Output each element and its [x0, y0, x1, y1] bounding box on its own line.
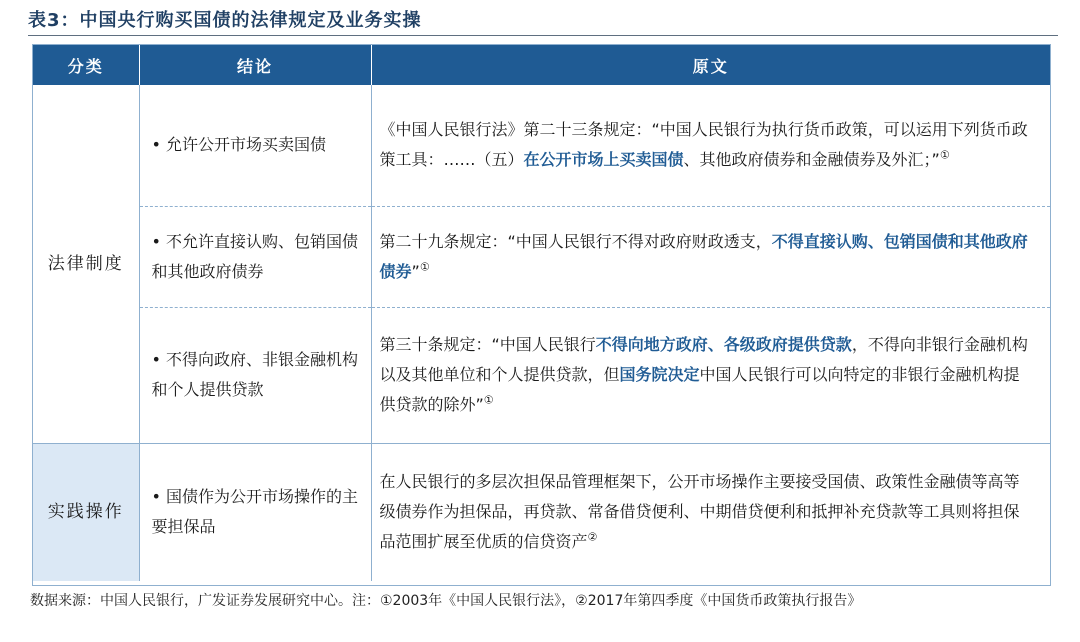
table-title: 表3：中国央行购买国债的法律规定及业务实操	[28, 10, 422, 31]
highlight-text: 国务院决定	[619, 365, 700, 384]
title-divider	[28, 35, 1058, 36]
original-text: ”	[411, 261, 420, 281]
original-text: ，不得向非银行金融机构以及其他单位和个人提供贷款，但	[379, 335, 1028, 384]
header-category: 分类	[33, 45, 139, 85]
original-text: 《中国人民银行法》第二十三条规定：“中国人民银行为执行货币政策，可以运用下列货币政策工具：……（五）	[379, 120, 1028, 170]
table-row	[33, 443, 1050, 581]
original-text: 在人民银行的多层次担保品管理框架下，公开市场操作主要接受国债、政策性金融债等高等级债券作为担保品，再贷款、常备借贷便利、中期借贷便利和抵押补充贷款等工具则将担保品范围扩展至优质的信贷资产	[379, 472, 1020, 552]
table-header-row	[33, 45, 1050, 85]
conclusion-cell: • 不得向政府、非银金融机构和个人提供贷款	[139, 307, 371, 443]
source-note: 数据来源：中国人民银行，广发证券发展研究中心。注：①2003年《中国人民银行法》，②2017年第四季度《中国货币政策执行报告》	[30, 593, 862, 609]
category-cell-legal: 法律制度	[33, 85, 139, 443]
table-row	[33, 307, 1050, 443]
conclusion-cell: • 不允许直接认购、包销国债和其他政府债券	[139, 206, 371, 307]
original-text-cell	[371, 206, 1050, 307]
original-text: 、其他政府债券和金融债券及外汇；”	[683, 150, 940, 170]
original-text: 中国人民银行可以向特定的非银行金融机构提供贷款的除外”	[379, 365, 1020, 414]
highlight-text: 不得向地方政府、各级政府提供贷款	[595, 335, 852, 354]
footnote-mark: ②	[587, 530, 598, 544]
header-original: 原文	[371, 45, 1050, 85]
category-cell-practice: 实践操作	[33, 443, 139, 581]
law-table	[32, 44, 1051, 586]
header-conclusion: 结论	[139, 45, 371, 85]
original-text: 第三十条规定：“中国人民银行	[379, 335, 596, 354]
highlight-text: 不得直接认购、包销国债和其他政府债券	[379, 231, 1028, 281]
highlight-text: 在公开市场上买卖国债	[523, 150, 684, 170]
original-text-cell	[371, 443, 1050, 581]
table-row	[33, 85, 1050, 206]
footnote-mark: ①	[939, 148, 950, 162]
table-row	[33, 206, 1050, 307]
original-text-cell	[371, 307, 1050, 443]
footnote-mark: ①	[419, 260, 430, 274]
original-text: 第二十九条规定：“中国人民银行不得对政府财政透支，	[379, 231, 772, 251]
original-text-cell	[371, 85, 1050, 206]
conclusion-cell: • 国债作为公开市场操作的主要担保品	[139, 443, 371, 581]
conclusion-cell: • 允许公开市场买卖国债	[139, 85, 371, 206]
footnote-mark: ①	[483, 393, 494, 407]
